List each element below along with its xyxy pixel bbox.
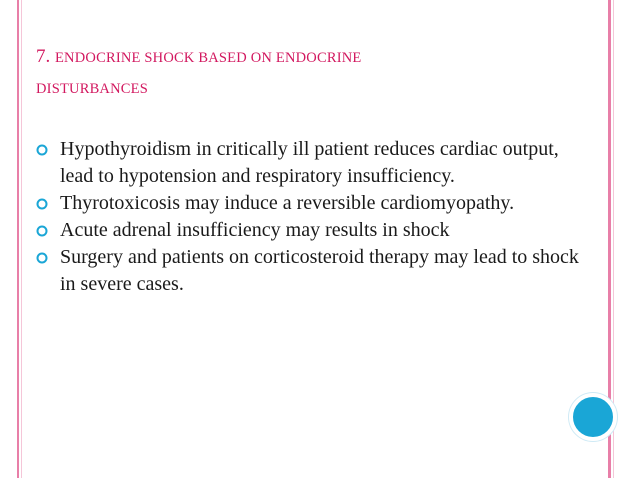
circle-decoration-icon: [569, 393, 617, 441]
left-accent-rule: [17, 0, 19, 478]
bullet-text: Surgery and patients on corticosteroid therapy may lead to shock in severe cases.: [60, 246, 579, 295]
bullet-item: [36, 244, 596, 298]
ring-bullet-icon: [36, 144, 48, 156]
title-line-2: DISTURBANCES: [36, 81, 148, 97]
ring-bullet-icon: [36, 198, 48, 210]
bullet-item: [36, 217, 596, 244]
bullet-list: [36, 136, 596, 298]
left-accent-rule-thin: [21, 0, 22, 478]
bullet-text: Hypothyroidism in critically ill patient reduces cardiac output, lead to hypotension and respiratory insufficiency.: [60, 138, 559, 187]
bullet-text: Thyrotoxicosis may induce a reversible cardiomyopathy.: [60, 192, 515, 214]
bullet-item: [36, 190, 596, 217]
title-number: 7.: [36, 46, 55, 67]
ring-bullet-icon: [36, 225, 48, 237]
bullet-item: [36, 136, 596, 190]
title-line-1: ENDOCRINE SHOCK BASED ON ENDOCRINE: [55, 50, 362, 66]
ring-bullet-icon: [36, 252, 48, 264]
slide-title: [36, 42, 596, 104]
bullet-text: Acute adrenal insufficiency may results in shock: [60, 219, 450, 241]
